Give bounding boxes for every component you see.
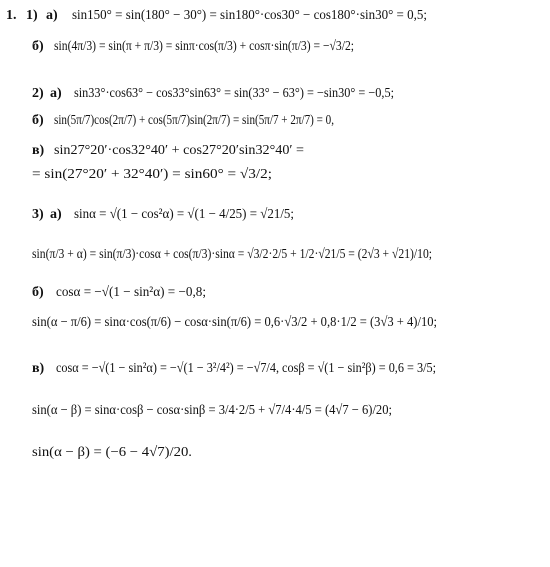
item-1b-label: б) [32, 39, 44, 54]
item-2a-expression: sin33°·cos63° − cos33°sin63° = sin(33° − 63°) = −sin30° = −0,5; [74, 86, 394, 101]
item-3v-label: в) [32, 361, 45, 376]
line-2v-2 [0, 160, 550, 190]
line-3v-2 [0, 392, 550, 432]
line-1b [0, 28, 550, 72]
item-3a-expression-2: sin(π/3 + α) = sin(π/3)·cosα + cos(π/3)·sinα = √3/2·2/5 + 1/2·√21/5 = (2√3 + √21)/10; [32, 247, 432, 262]
item-2a-label: а) [50, 86, 62, 101]
item-3b-expression-2: sin(α − π/6) = sinα·cos(π/6) − cosα·sin(π/6) = 0,6·√3/2 + 0,8·1/2 = (3√3 + 4)/10; [32, 315, 437, 330]
item-1a-expression: sin150° = sin(180° − 30°) = sin180°·cos30° − cos180°·sin30° = 0,5; [72, 8, 427, 23]
item-3a-label: а) [50, 207, 62, 222]
line-2a [0, 80, 550, 104]
item-1a-label: а) [46, 8, 58, 23]
item-1b-expression: sin(4π/3) = sin(π + π/3) = sinπ·cos(π/3) + cosπ·sin(π/3) = −√3/2; [54, 39, 354, 54]
item-2v-expression-1: sin27°20′·cos32°40′ + cos27°20′sin32°40′ = [54, 143, 305, 158]
line-3b-1 [0, 280, 550, 304]
part-1-label: 1) [26, 8, 38, 23]
line-1a [0, 2, 550, 26]
line-3b-2 [0, 304, 550, 344]
item-3a-expression-1: sinα = √(1 − cos²α) = √(1 − 4/25) = √21/5; [74, 207, 294, 222]
line-3v-3 [0, 436, 550, 472]
line-3a-2 [0, 236, 550, 276]
item-2b-expression: sin(5π/7)cos(2π/7) + cos(5π/7)sin(2π/7) = sin(5π/7 + 2π/7) = 0, [54, 113, 334, 128]
part-3-label: 3) [32, 207, 44, 222]
line-3a-1 [0, 196, 550, 236]
line-3v-1 [0, 350, 550, 390]
item-3b-label: б) [32, 285, 44, 300]
item-3b-expression-1: cosα = −√(1 − sin²α) = −0,8; [56, 285, 206, 300]
item-3v-expression-1: cosα = −√(1 − sin²α) = −√(1 − 3²/4²) = −√7/4, cosβ = √(1 − sin²β) = 0,6 = 3/5; [56, 361, 436, 376]
part-2-label: 2) [32, 86, 44, 101]
item-2v-label: в) [32, 143, 45, 158]
item-2b-label: б) [32, 113, 44, 128]
item-3v-expression-3: sin(α − β) = (−6 − 4√7)/20. [32, 445, 192, 460]
item-3v-expression-2: sin(α − β) = sinα·cosβ − cosα·sinβ = 3/4·2/5 + √7/4·4/5 = (4√7 − 6)/20; [32, 403, 392, 418]
line-2b [0, 104, 550, 140]
problem-number: 1. [6, 8, 17, 23]
item-2v-expression-2: = sin(27°20′ + 32°40′) = sin60° = √3/2; [32, 167, 272, 182]
